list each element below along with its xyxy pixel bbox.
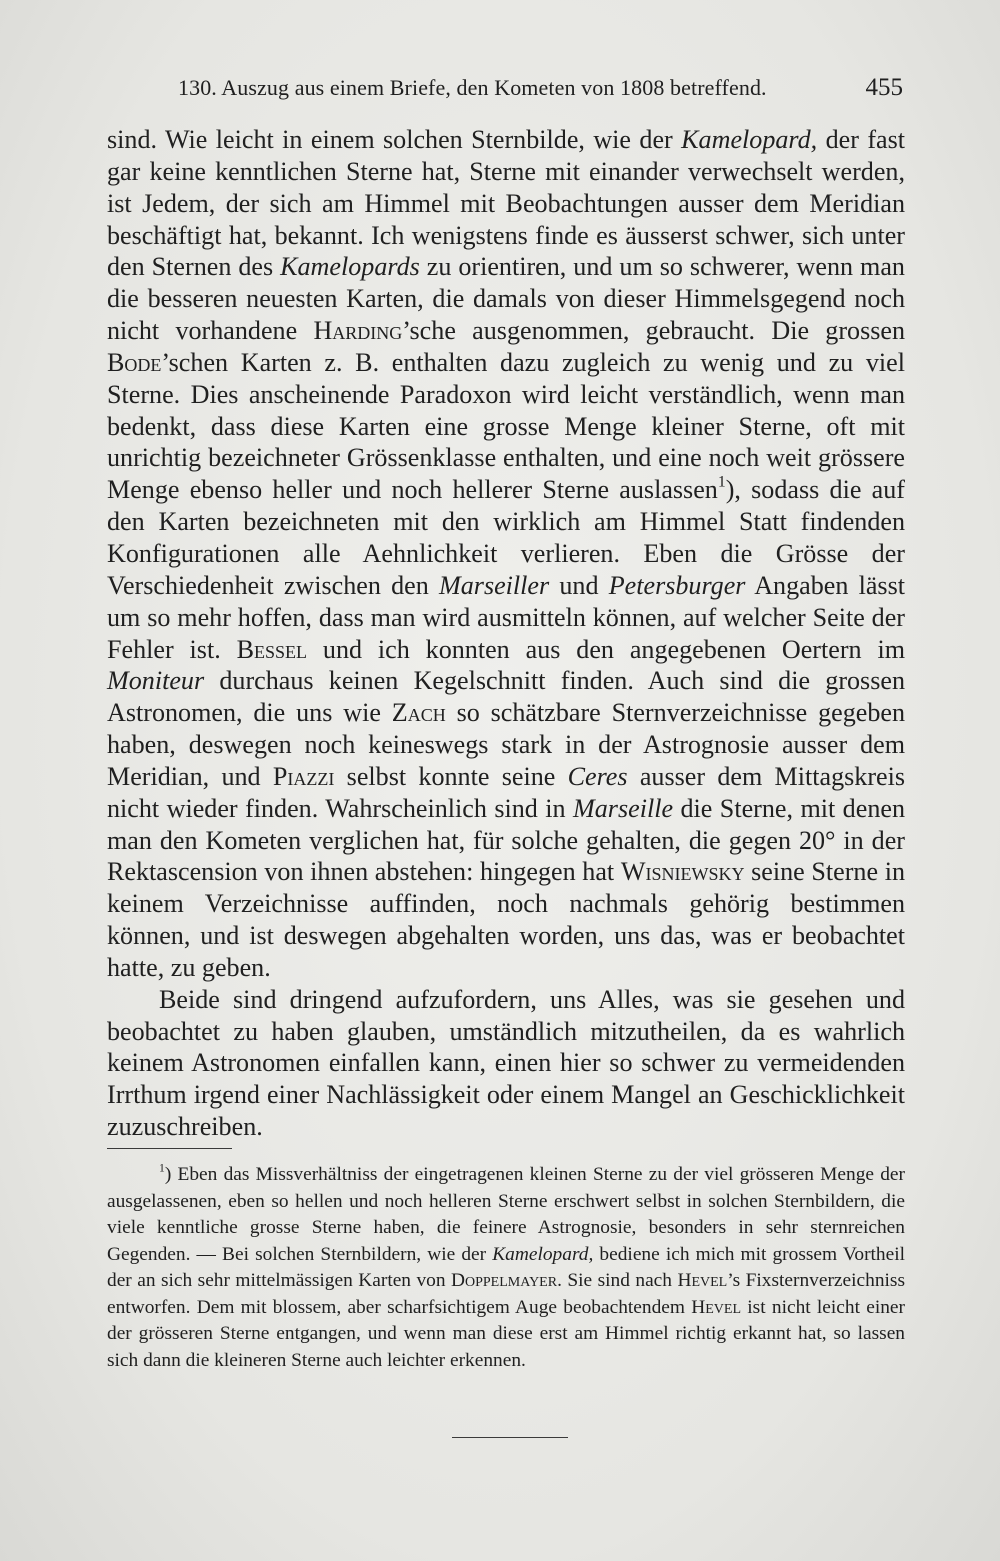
text-run: ’s Fixsternverzeichniss entworfen. Dem mit blossem, aber scharfsichtigem Auge beobachtendem [107, 1270, 905, 1318]
italic-term: Marseille [573, 793, 674, 823]
person-name: Zach [391, 698, 446, 728]
footnote-divider [107, 1148, 232, 1149]
text-run: zu orientiren, und um so schwerer, wenn man die besseren neuesten Karten, die damals von dieser Himmelsgegend noch nicht vorhandene [107, 252, 905, 346]
running-header [178, 70, 903, 106]
person-name: Doppelmayer [451, 1270, 558, 1291]
text-run: seine Sterne in keinem Verzeichnisse auffinden, noch nachmals gehörig bestimmen können, und ist deswegen abgehalten worden, uns das, was er beobachtet hatte, zu geben. [107, 857, 905, 982]
footnote [107, 1162, 905, 1374]
person-name: Bessel [236, 634, 308, 664]
running-title: 130. Auszug aus einem Briefe, den Kometen von 1808 betreffend. [178, 75, 767, 100]
person-name: Harding [313, 316, 403, 346]
italic-term: Marseiller [439, 570, 550, 600]
person-name: Wisniewsky [620, 857, 745, 887]
text-run: durchaus keinen Kegelschnitt finden. Auch sind die grossen Astronomen, die uns wie [107, 666, 905, 728]
text-run: bediene ich mich mit grossem Vortheil der an sich sehr mittelmässigen Karten von [107, 1243, 905, 1291]
page-number: 455 [865, 74, 903, 101]
italic-term: Ceres [567, 761, 628, 791]
text-run: die Sterne, mit denen man den Kometen verglichen hat, für solche gehalten, die gegen 20° in der Rektascension von ihnen abstehen: hingegen hat [107, 793, 905, 887]
text-run: und [549, 570, 609, 600]
text-run: so schätzbare Sternverzeichnisse gegeben haben, deswegen noch keineswegs stark in der Astrognosie ausser dem Meridian, und [107, 698, 905, 791]
footnote-marker: 1 [159, 1161, 165, 1175]
footnote-reference: 1 [717, 473, 726, 491]
text-run: . Sie sind nach [557, 1270, 678, 1291]
text-run: der fast gar keine kenntlichen Sterne hat, Sterne mit einander verwechselt werden, ist Jedem, der sich am Himmel mit Beobachtungen ausser dem Meridian beschäftigt hat, bekannt. Ich wenigstens finde es äusserst schwer, sich unter den Sternen des [107, 125, 906, 282]
text-run: ) Eben das Missverhältniss der eingetragenen kleinen Sterne zu der viel grösseren Menge der ausgelassenen, eben so hellen und noch helleren Sterne erschwert selbst in solchen Sternbildern, die viele kenntliche grosse Sterne haben, die feinere Astrognosie, besonders in sehr sternreichen Gegenden. — Bei solchen Sternbildern, wie der [107, 1164, 905, 1265]
person-name: Piazzi [272, 761, 335, 791]
italic-term: Petersburger [608, 570, 746, 600]
text-run: sind. Wie leicht in einem solchen Sternbilde, wie der [107, 125, 682, 154]
italic-term: Moniteur [107, 666, 205, 696]
text-run: Angaben lässt um so mehr hoffen, dass man wird ausmitteln können, auf welcher Seite der Fehler ist. [107, 570, 905, 664]
end-rule [452, 1437, 568, 1438]
main-text [107, 124, 905, 1143]
italic-term: Kamelopard, [492, 1243, 594, 1265]
person-name: Bode [107, 347, 162, 377]
text-run: ’sche ausgenommen, gebraucht. Die grossen [402, 316, 906, 346]
text-run: selbst konnte seine [334, 761, 568, 791]
paragraph-1 [107, 124, 905, 984]
person-name: Hevel [691, 1296, 742, 1318]
text-run: ist nicht leicht einer der grösseren Sterne entgangen, und wenn man diese erst am Himmel richtig erkannt hat, so lassen sich dann die kleineren Sterne auch leichter erkennen. [107, 1296, 905, 1371]
person-name: Hevel [677, 1270, 728, 1291]
text-run: ), sodass die auf den Karten bezeichneten mit den wirklich am Himmel Statt findenden Konfigurationen alle Aehnlichkeit verlieren. Eben die Grösse der Verschiedenheit zwischen den [107, 475, 905, 600]
text-run: ausser dem Mittagskreis nicht wieder finden. Wahrscheinlich sind in [107, 761, 905, 823]
text-run: und ich konnten aus den angegebenen Oertern im [307, 634, 905, 664]
paragraph-2: Beide sind dringend aufzufordern, uns Alles, was sie gesehen und beobachtet zu haben glauben, umständlich mitzutheilen, da es wahrlich keinem Astronomen einfallen kann, einen hier so schwer zu vermeidenden Irrthum irgend einer Nachlässigkeit oder einem Mangel an Geschicklichkeit zuzuschreiben. [107, 984, 905, 1142]
text-run: ’schen Karten z. B. enthalten dazu zugleich zu wenig und zu viel Sterne. Dies anscheinende Paradoxon wird leicht verständlich, wenn man bedenkt, dass diese Karten eine grosse Menge kleiner Sterne, oft mit unrichtig bezeichneter Grössenklasse enthalten, und eine noch weit grössere Menge ebenso heller und noch hellerer Sterne auslassen [107, 347, 905, 505]
italic-term: Kamelopard, [681, 125, 818, 154]
italic-term: Kamelopards [280, 252, 420, 282]
